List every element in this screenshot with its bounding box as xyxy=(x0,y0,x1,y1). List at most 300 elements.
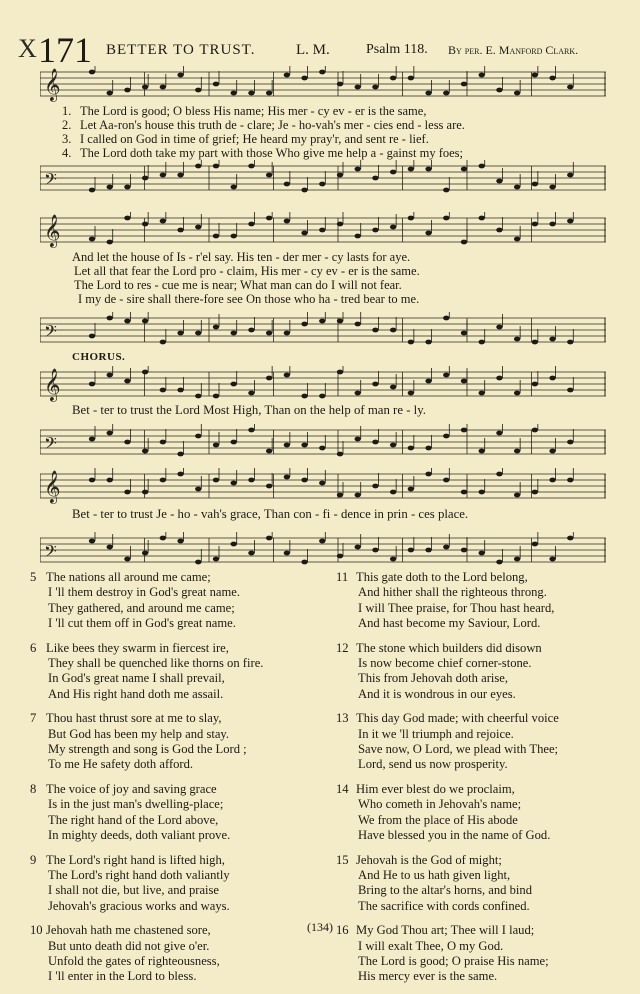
psalm-reference: Psalm 118. xyxy=(366,42,428,57)
note-head xyxy=(355,167,361,172)
note-head xyxy=(408,446,414,451)
note-head xyxy=(107,185,113,190)
verse-line: Jehovah is the God of might; xyxy=(356,852,502,867)
note-head xyxy=(514,91,520,96)
verse-stanza xyxy=(30,711,326,773)
verse-number: 16 xyxy=(336,923,349,938)
note-head xyxy=(372,176,378,181)
note-head xyxy=(213,164,219,169)
note-head xyxy=(177,173,183,178)
note-head xyxy=(443,316,449,321)
note-head xyxy=(195,394,201,399)
note-head xyxy=(195,331,201,336)
note-head xyxy=(567,478,573,483)
note-head xyxy=(425,548,431,553)
note-head xyxy=(266,216,272,221)
verse-line: I will Thee praise, for Thou hast heard, xyxy=(358,600,555,615)
note-head xyxy=(532,428,538,433)
note-head xyxy=(443,188,449,193)
note-head xyxy=(461,490,467,495)
note-head xyxy=(390,557,396,562)
note-head xyxy=(408,548,414,553)
verse-line: And His right hand doth me assail. xyxy=(48,686,224,701)
verse-line: I 'll cut them off in God's great name. xyxy=(48,616,236,631)
lyric-line: And let the house of Is - r'el say. His ten - der mer - cy lasts for aye. xyxy=(72,250,411,264)
staff-treble-4 xyxy=(40,468,606,508)
note-head xyxy=(496,431,502,436)
note-head xyxy=(124,557,130,562)
verse-line: To me He safety doth afford. xyxy=(48,757,194,772)
note-head xyxy=(284,219,290,224)
note-head xyxy=(390,76,396,81)
note-head xyxy=(319,446,325,451)
verse-stanza xyxy=(336,570,626,632)
note-head xyxy=(284,475,290,480)
verse-stanza xyxy=(336,711,626,773)
note-head xyxy=(248,164,254,169)
note-head xyxy=(443,91,449,96)
note-head xyxy=(532,73,538,78)
hymn-number: 171 xyxy=(38,30,92,70)
verse-number: 6 xyxy=(30,640,37,655)
note-head xyxy=(567,173,573,178)
staff-bass-4 xyxy=(40,532,606,572)
note-head xyxy=(107,545,113,550)
note-head xyxy=(266,484,272,489)
note-head xyxy=(301,188,307,193)
verse-line: Jehovah hath me chastened sore, xyxy=(46,923,211,938)
note-head xyxy=(461,548,467,553)
hymn-meter: L. M. xyxy=(296,42,330,58)
verse-line: But unto death did not give o'er. xyxy=(48,938,210,953)
note-head xyxy=(479,216,485,221)
verse-line: Save now, O Lord, we plead with Thee; xyxy=(358,742,559,757)
lyric-line: Bet - ter to trust the Lord Most High, Than on the help of man re - ly. xyxy=(72,403,426,417)
verse-line: But God has been my help and stay. xyxy=(48,726,230,741)
note-head xyxy=(337,452,343,457)
note-head xyxy=(248,222,254,227)
note-head xyxy=(355,545,361,550)
verse-line: Is now become chief corner-stone. xyxy=(358,656,532,671)
verse-line: The sacrifice with cords confined. xyxy=(358,898,530,913)
lyric-line: 4. The Lord doth take my part with those Who give me help a - gainst my foes; xyxy=(62,146,464,160)
verse-line: This from Jehovah doth arise, xyxy=(358,671,509,686)
note-head xyxy=(231,481,237,486)
note-head xyxy=(425,231,431,236)
note-head xyxy=(532,340,538,345)
note-head xyxy=(195,164,201,169)
hymn-header xyxy=(18,30,618,70)
note-head xyxy=(301,76,307,81)
verse-line: The voice of joy and saving grace xyxy=(46,781,217,796)
note-head xyxy=(337,173,343,178)
note-head xyxy=(160,85,166,90)
note-head xyxy=(319,319,325,324)
note-head xyxy=(355,437,361,442)
note-head xyxy=(567,85,573,90)
verse-number: 11 xyxy=(336,570,349,584)
note-head xyxy=(425,340,431,345)
note-head xyxy=(496,325,502,330)
note-head xyxy=(390,225,396,230)
chorus-label: CHORUS. xyxy=(72,351,126,363)
verse-line: This gate doth to the Lord belong, xyxy=(356,570,528,584)
note-head xyxy=(514,237,520,242)
note-head xyxy=(319,539,325,544)
verse-line: The Lord's right hand doth valiantly xyxy=(48,867,230,882)
verse-line: Bring to the altar's horns, and bind xyxy=(358,883,533,898)
note-head xyxy=(461,240,467,245)
verse-number: 7 xyxy=(30,711,37,726)
note-head xyxy=(124,490,130,495)
treble-clef-icon: 𝄞 xyxy=(44,68,61,101)
note-head xyxy=(231,331,237,336)
verse-line: And it is wondrous in our eyes. xyxy=(358,686,516,701)
verse-line: My strength and song is God the Lord ; xyxy=(48,742,247,757)
verse-line: In God's great name I shall prevail, xyxy=(48,671,225,686)
staff-bass-3 xyxy=(40,424,606,464)
note-head xyxy=(319,394,325,399)
note-head xyxy=(107,91,113,96)
verse-line: I shall not die, but live, and praise xyxy=(48,883,220,898)
note-head xyxy=(479,340,485,345)
note-head xyxy=(337,319,343,324)
note-head xyxy=(443,478,449,483)
note-head xyxy=(461,379,467,384)
note-head xyxy=(372,85,378,90)
note-head xyxy=(390,443,396,448)
note-head xyxy=(266,331,272,336)
note-head xyxy=(496,228,502,233)
verse-line: The stone which builders did disown xyxy=(356,640,542,655)
note-head xyxy=(89,478,95,483)
note-head xyxy=(142,85,148,90)
lyric-line: The Lord to res - cue me is near; What man can do I will not fear. xyxy=(74,278,402,292)
note-head xyxy=(89,70,95,75)
note-head xyxy=(284,73,290,78)
verse-line: Is in the just man's dwelling-place; xyxy=(48,797,224,812)
note-head xyxy=(567,388,573,393)
verse-line: This day God made; with cheerful voice xyxy=(356,711,559,726)
note-head xyxy=(160,440,166,445)
note-head xyxy=(372,548,378,553)
note-head xyxy=(231,185,237,190)
note-head xyxy=(567,340,573,345)
verse-line: Thou hast thrust sore at me to slay, xyxy=(46,711,222,726)
note-head xyxy=(461,428,467,433)
note-head xyxy=(266,91,272,96)
note-head xyxy=(213,557,219,562)
verse-number: 14 xyxy=(336,781,349,796)
note-head xyxy=(567,440,573,445)
note-head xyxy=(479,551,485,556)
note-head xyxy=(549,557,555,562)
verse-line: Have blessed you in the name of God. xyxy=(358,828,551,843)
note-head xyxy=(408,340,414,345)
note-head xyxy=(514,185,520,190)
note-head xyxy=(514,449,520,454)
hymn-title: BETTER TO TRUST. xyxy=(106,42,256,58)
note-head xyxy=(408,216,414,221)
note-head xyxy=(177,472,183,477)
note-head xyxy=(107,373,113,378)
note-head xyxy=(408,487,414,492)
note-head xyxy=(89,334,95,339)
note-head xyxy=(337,82,343,87)
note-head xyxy=(89,237,95,242)
note-head xyxy=(89,188,95,193)
staff-treble-3 xyxy=(40,366,606,406)
note-head xyxy=(425,379,431,384)
bass-clef-icon: 𝄢 xyxy=(44,169,57,193)
note-head xyxy=(425,472,431,477)
note-head xyxy=(231,91,237,96)
note-head xyxy=(195,560,201,565)
note-head xyxy=(461,331,467,336)
verse-line: Who cometh in Jehovah's name; xyxy=(358,797,522,812)
note-head xyxy=(124,319,130,324)
verse-line: Unfold the gates of righteousness, xyxy=(48,953,220,968)
note-head xyxy=(195,487,201,492)
note-head xyxy=(213,443,219,448)
note-head xyxy=(319,228,325,233)
note-head xyxy=(496,560,502,565)
verse-line: His mercy ever is the same. xyxy=(358,969,498,984)
verse-stanza xyxy=(30,852,326,915)
note-head xyxy=(549,337,555,342)
note-head xyxy=(177,388,183,393)
hymn-author: By per. E. Manford Clark. xyxy=(448,43,579,57)
note-head xyxy=(142,176,148,181)
stanzas-block-1 xyxy=(62,104,624,160)
note-head xyxy=(461,82,467,87)
note-head xyxy=(177,539,183,544)
note-head xyxy=(337,493,343,498)
note-head xyxy=(160,219,166,224)
verse-line: The nations all around me came; xyxy=(46,570,211,584)
staff-bass-1 xyxy=(40,160,606,200)
note-head xyxy=(301,560,307,565)
note-head xyxy=(124,440,130,445)
note-head xyxy=(231,234,237,239)
verse-number: 9 xyxy=(30,852,37,867)
chorus-line-1 xyxy=(72,403,634,417)
note-head xyxy=(319,70,325,75)
verse-number: 12 xyxy=(336,640,349,655)
note-head xyxy=(160,173,166,178)
note-head xyxy=(443,545,449,550)
treble-clef-icon: 𝄞 xyxy=(44,470,61,503)
note-head xyxy=(142,319,148,324)
handwritten-mark: X xyxy=(18,34,37,63)
note-head xyxy=(337,222,343,227)
note-head xyxy=(372,328,378,333)
note-head xyxy=(514,493,520,498)
note-head xyxy=(390,328,396,333)
note-head xyxy=(248,91,254,96)
note-head xyxy=(177,452,183,457)
note-head xyxy=(479,449,485,454)
note-head xyxy=(549,222,555,227)
note-head xyxy=(514,337,520,342)
lyric-line: Let all that fear the Lord pro - claim, His mer - cy ev - er is the same. xyxy=(74,264,420,278)
note-head xyxy=(248,391,254,396)
note-head xyxy=(319,182,325,187)
verse-stanza xyxy=(30,640,326,703)
staff-treble-1 xyxy=(40,66,606,106)
verse-line: And He to us hath given light, xyxy=(358,867,511,882)
note-head xyxy=(355,391,361,396)
note-head xyxy=(355,85,361,90)
note-head xyxy=(532,490,538,495)
note-head xyxy=(142,222,148,227)
note-head xyxy=(496,88,502,93)
note-head xyxy=(301,394,307,399)
note-head xyxy=(142,370,148,375)
note-head xyxy=(213,325,219,330)
verse-line: They shall be quenched like thorns on fire. xyxy=(48,656,264,671)
stanzas-block-2 xyxy=(72,250,634,306)
note-head xyxy=(301,322,307,327)
chorus-line-2 xyxy=(72,507,634,521)
note-head xyxy=(301,478,307,483)
staff-bass-2 xyxy=(40,312,606,352)
note-head xyxy=(195,225,201,230)
note-head xyxy=(160,478,166,483)
treble-clef-icon: 𝄞 xyxy=(44,368,61,401)
lyric-line: Bet - ter to trust Je - ho - vah's grace, Than con - fi - dence in prin - ces place. xyxy=(72,507,469,521)
note-head xyxy=(372,382,378,387)
note-head xyxy=(549,449,555,454)
note-head xyxy=(231,542,237,547)
lyric-line: I my de - sire shall there-fore see On those who ha - tred bear to me. xyxy=(78,292,420,306)
note-head xyxy=(248,428,254,433)
note-head xyxy=(390,490,396,495)
note-head xyxy=(443,216,449,221)
verse-stanza xyxy=(336,640,626,703)
verse-line: My God Thou art; Thee will I laud; xyxy=(356,923,535,938)
note-head xyxy=(124,185,130,190)
note-head xyxy=(337,370,343,375)
note-head xyxy=(479,164,485,169)
verse-line: In mighty deeds, doth valiant prove. xyxy=(48,828,231,843)
note-head xyxy=(549,376,555,381)
note-head xyxy=(160,340,166,345)
verse-line: I 'll them destroy in God's great name. xyxy=(48,585,240,600)
verse-line: The Lord is good; O praise His name; xyxy=(358,953,549,968)
note-head xyxy=(514,391,520,396)
note-head xyxy=(549,76,555,81)
verse-line: They gathered, and around me came; xyxy=(48,600,235,615)
note-head xyxy=(213,478,219,483)
note-head xyxy=(496,179,502,184)
note-head xyxy=(549,185,555,190)
note-head xyxy=(532,222,538,227)
note-head xyxy=(107,316,113,321)
note-head xyxy=(496,472,502,477)
verse-number: 13 xyxy=(336,711,349,726)
note-head xyxy=(266,376,272,381)
note-head xyxy=(443,434,449,439)
note-head xyxy=(142,449,148,454)
note-head xyxy=(266,173,272,178)
note-head xyxy=(479,391,485,396)
note-head xyxy=(301,443,307,448)
verse-line: Like bees they swarm in fiercest ire, xyxy=(46,640,229,655)
note-head xyxy=(89,437,95,442)
verse-line: The right hand of the Lord above, xyxy=(48,812,219,827)
note-head xyxy=(284,373,290,378)
page-number: (134) xyxy=(307,920,333,934)
note-head xyxy=(425,446,431,451)
lyric-line: 2. Let Aa-ron's house this truth de - clare; Je - ho-vah's mer - cies end - less are. xyxy=(62,118,465,132)
note-head xyxy=(160,388,166,393)
verse-line: I will exalt Thee, O my God. xyxy=(358,938,504,953)
note-head xyxy=(355,493,361,498)
note-head xyxy=(284,182,290,187)
note-head xyxy=(532,382,538,387)
note-head xyxy=(532,182,538,187)
verse-number: 8 xyxy=(30,781,37,796)
verse-line: In it we 'll triumph and rejoice. xyxy=(358,726,514,741)
note-head xyxy=(549,478,555,483)
note-head xyxy=(337,554,343,559)
note-head xyxy=(284,551,290,556)
note-head xyxy=(177,73,183,78)
note-head xyxy=(301,231,307,236)
note-head xyxy=(372,484,378,489)
verse-line: And hast become my Saviour, Lord. xyxy=(358,616,541,631)
lyric-line: 1. The Lord is good; O bless His name; His mer - cy ev - er is the same, xyxy=(62,104,427,118)
verse-line: Him ever blest do we proclaim, xyxy=(356,781,515,796)
note-head xyxy=(514,557,520,562)
note-head xyxy=(231,382,237,387)
lyric-line: 3. I called on God in time of grief; He heard my pray'r, and sent re - lief. xyxy=(62,132,429,146)
treble-clef-icon: 𝄞 xyxy=(44,214,61,247)
note-head xyxy=(248,478,254,483)
note-head xyxy=(532,542,538,547)
verse-line: Lord, send us now prosperity. xyxy=(358,757,508,772)
note-head xyxy=(425,91,431,96)
note-head xyxy=(107,431,113,436)
note-head xyxy=(355,234,361,239)
bass-clef-icon: 𝄢 xyxy=(44,541,57,565)
note-head xyxy=(177,331,183,336)
note-head xyxy=(372,440,378,445)
note-head xyxy=(408,76,414,81)
note-head xyxy=(142,490,148,495)
note-head xyxy=(107,240,113,245)
verse-line: And hither shall the righteous throng. xyxy=(358,585,547,600)
verse-stanza xyxy=(336,852,626,915)
note-head xyxy=(372,228,378,233)
note-head xyxy=(408,167,414,172)
note-head xyxy=(390,170,396,175)
verse-stanza xyxy=(30,781,326,844)
note-head xyxy=(107,478,113,483)
note-head xyxy=(248,328,254,333)
note-head xyxy=(355,322,361,327)
note-head xyxy=(479,73,485,78)
note-head xyxy=(89,539,95,544)
note-head xyxy=(89,382,95,387)
note-head xyxy=(496,376,502,381)
verse-number: 5 xyxy=(30,570,37,584)
note-head xyxy=(124,216,130,221)
note-head xyxy=(461,167,467,172)
verse-line: We from the place of His abode xyxy=(358,812,518,827)
note-head xyxy=(213,82,219,87)
